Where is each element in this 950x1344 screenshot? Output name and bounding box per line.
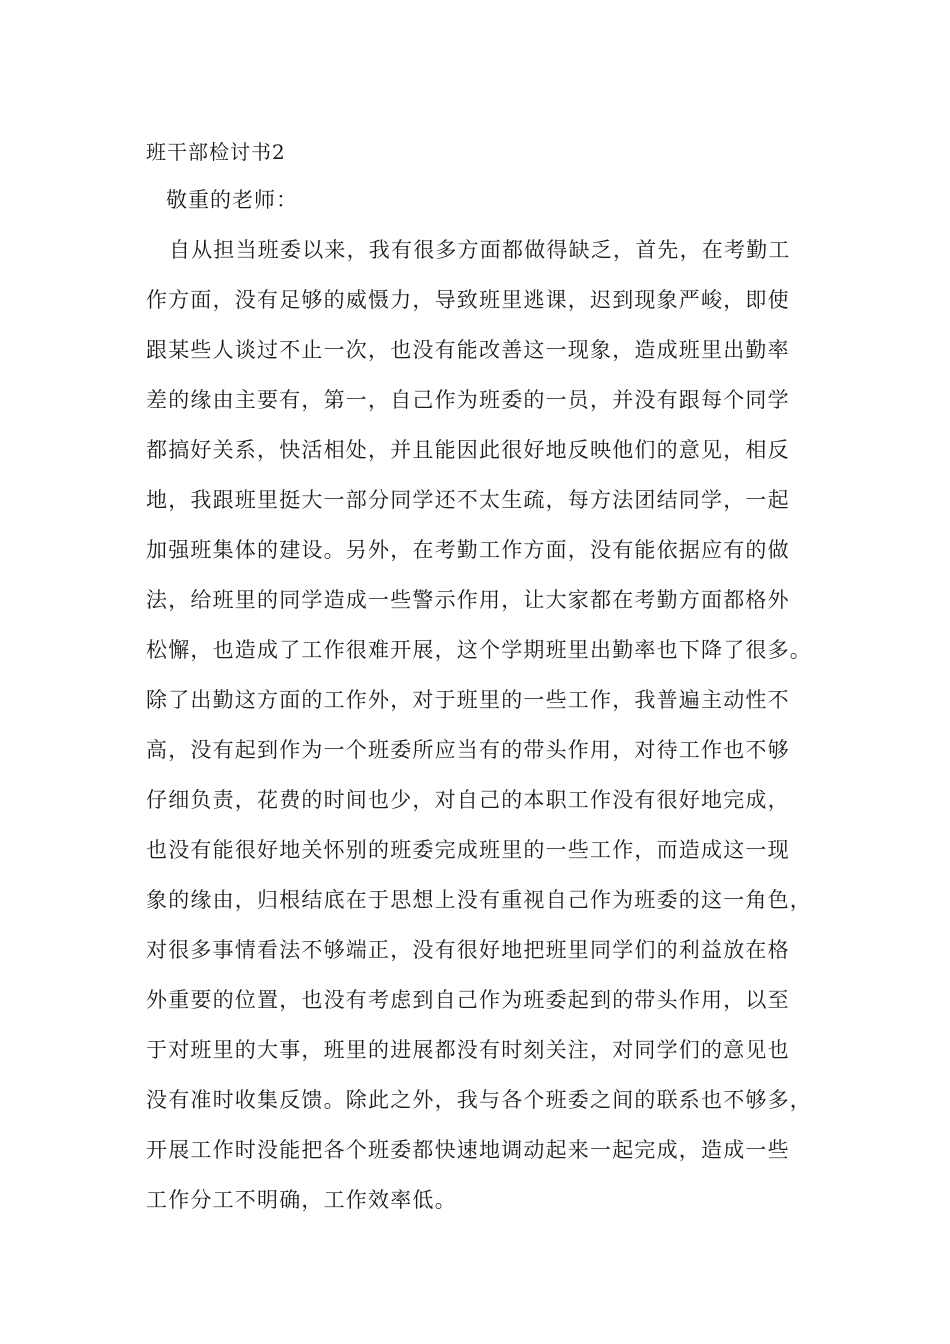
body-line: 法，给班里的同学造成一些警示作用，让大家都在考勤方面都格外 bbox=[146, 588, 790, 612]
body-line: 仔细负责，花费的时间也少，对自己的本职工作没有很好地完成， bbox=[146, 788, 790, 812]
body-line: 差的缘由主要有，第一，自己作为班委的一员，并没有跟每个同学 bbox=[146, 388, 790, 412]
body-line: 于对班里的大事，班里的进展都没有时刻关注，对同学们的意见也 bbox=[146, 1038, 790, 1062]
body-line: 没有准时收集反馈。除此之外，我与各个班委之间的联系也不够多， bbox=[146, 1088, 812, 1112]
salutation: 敬重的老师： bbox=[166, 188, 298, 212]
body-line: 加强班集体的建设。另外，在考勤工作方面，没有能依据应有的做 bbox=[146, 538, 790, 562]
body-line: 开展工作时没能把各个班委都快速地调动起来一起完成，造成一些 bbox=[146, 1138, 790, 1162]
body-line: 外重要的位置，也没有考虑到自己作为班委起到的带头作用，以至 bbox=[146, 988, 790, 1012]
body-line: 象的缘由，归根结底在于思想上没有重视自己作为班委的这一角色， bbox=[146, 888, 812, 912]
body-line: 作方面，没有足够的威慑力，导致班里逃课，迟到现象严峻，即使 bbox=[146, 288, 790, 312]
body-line: 对很多事情看法不够端正，没有很好地把班里同学们的利益放在格 bbox=[146, 938, 790, 962]
body-line: 工作分工不明确，工作效率低。 bbox=[146, 1188, 457, 1212]
body-line: 松懈，也造成了工作很难开展，这个学期班里出勤率也下降了很多。 bbox=[146, 638, 812, 662]
body-line: 除了出勤这方面的工作外，对于班里的一些工作，我普遍主动性不 bbox=[146, 688, 790, 712]
document-title: 班干部检讨书2 bbox=[146, 140, 286, 164]
body-line: 跟某些人谈过不止一次，也没有能改善这一现象，造成班里出勤率 bbox=[146, 338, 790, 362]
body-line: 都搞好关系，快活相处，并且能因此很好地反映他们的意见，相反 bbox=[146, 438, 790, 462]
body-line: 高，没有起到作为一个班委所应当有的带头作用，对待工作也不够 bbox=[146, 738, 790, 762]
body-line: 地，我跟班里挺大一部分同学还不太生疏，每方法团结同学，一起 bbox=[146, 488, 790, 512]
body-line: 自从担当班委以来，我有很多方面都做得缺乏，首先，在考勤工 bbox=[169, 238, 791, 262]
body-line: 也没有能很好地关怀别的班委完成班里的一些工作，而造成这一现 bbox=[146, 838, 790, 862]
